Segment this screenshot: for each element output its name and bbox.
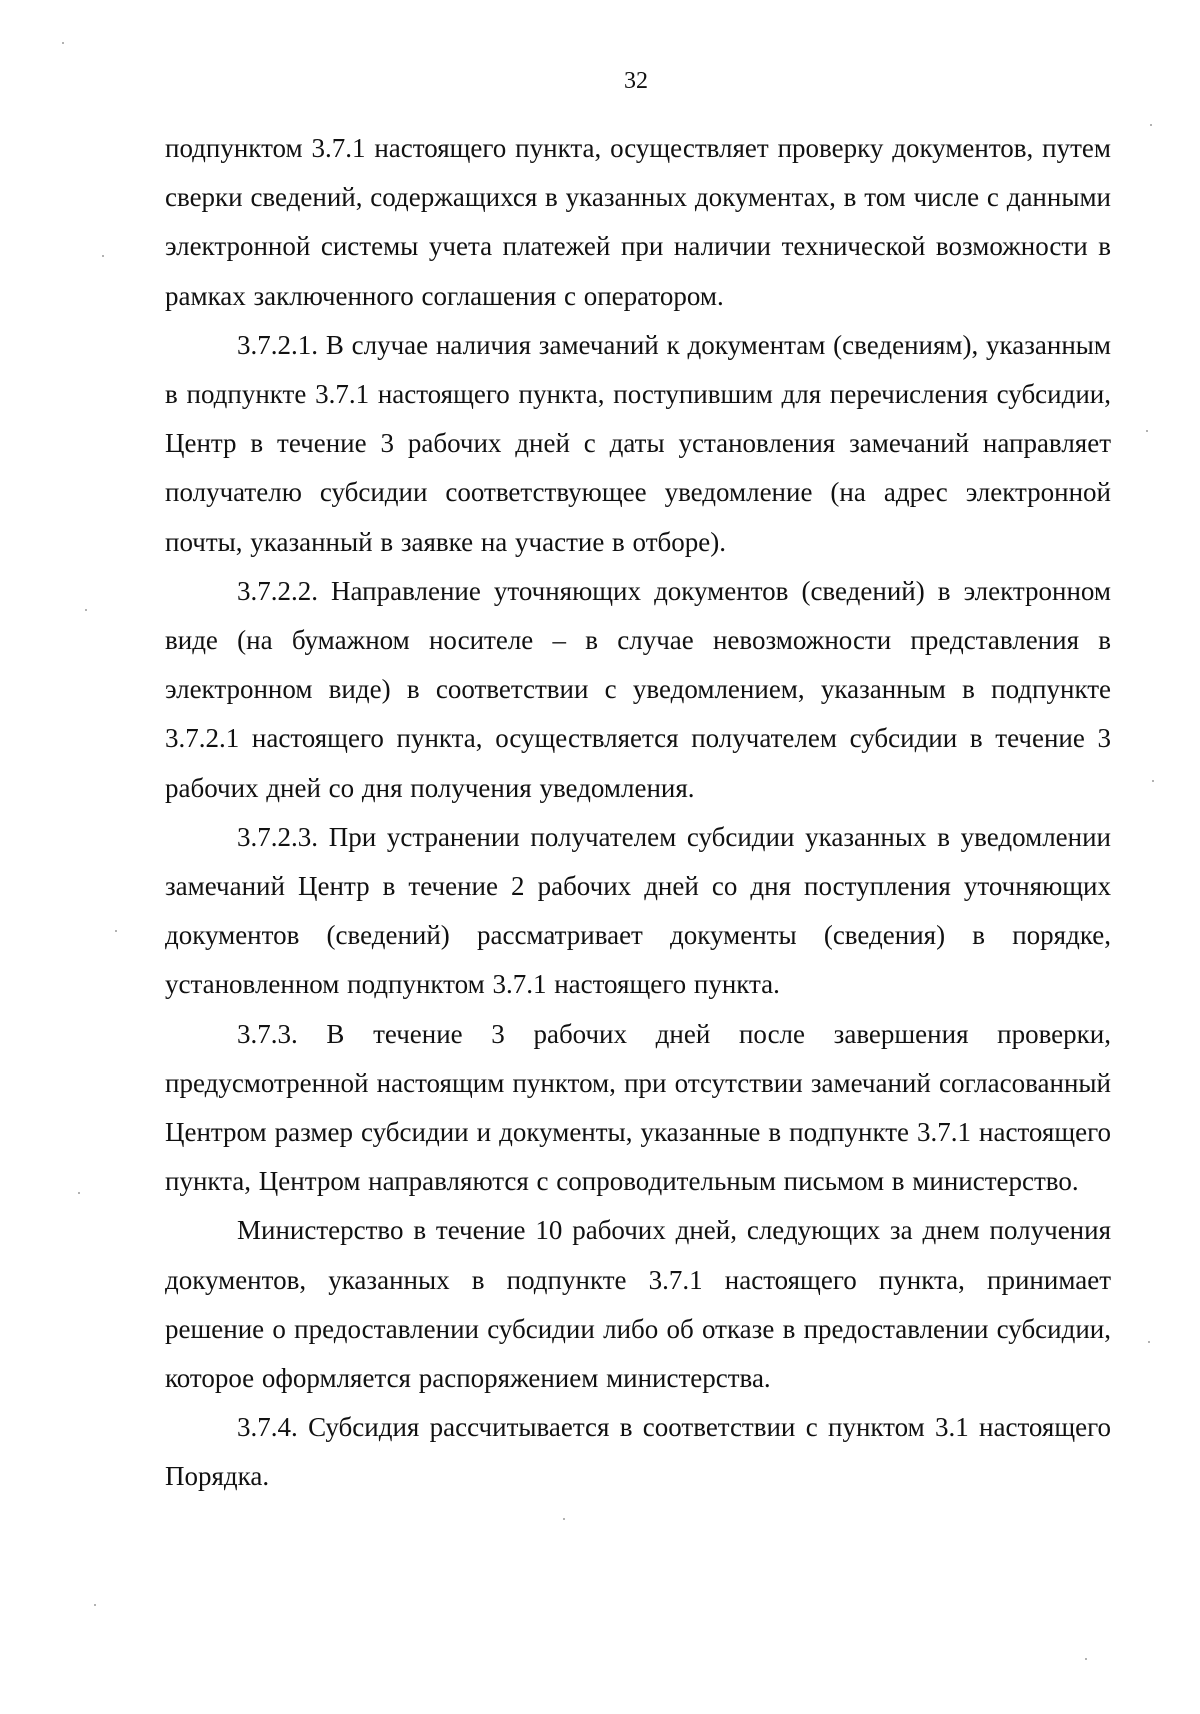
paragraph-continuation: подпунктом 3.7.1 настоящего пункта, осуществляет проверку документов, путем сверки сведений, содержащихся в указанных документах, в том числе с данными электронной системы учета платежей при наличии технической возможности в рамках заключенного соглашения с оператором. — [165, 133, 1111, 311]
document-body — [165, 124, 1111, 1502]
page-number: 32 — [624, 68, 648, 94]
scan-speck — [62, 42, 64, 44]
scan-speck — [1148, 1341, 1150, 1343]
paragraph-3-7-2-2: 3.7.2.2. Направление уточняющих документов (сведений) в электронном виде (на бумажном носителе – в случае невозможности представления в электронном виде) в соответствии с уведомлением, указанным в подпункте 3.7.2.1 настоящего пункта, осуществляется получателем субсидии в течение 3 рабочих дней со дня получения уведомления. — [165, 575, 1111, 803]
paragraph-ministry-decision: Министерство в течение 10 рабочих дней, следующих за днем получения документов, указанных в подпункте 3.7.1 настоящего пункта, принимает решение о предоставлении субсидии либо об отказе в предоставлении субсидии, которое оформляется распоряжением министерства. — [165, 1215, 1111, 1394]
scan-speck — [1146, 430, 1148, 432]
paragraph-3-7-3: 3.7.3. В течение 3 рабочих дней после завершения проверки, предусмотренной настоящим пунктом, при отсутствии замечаний согласованный Центром размер субсидии и документы, указанные в подпункте 3.7.1 настоящего пункта, Центром направляются с сопроводительным письмом в министерство. — [165, 1018, 1111, 1197]
scan-speck — [94, 1604, 96, 1606]
scan-speck — [1085, 1658, 1087, 1660]
scan-speck — [102, 255, 104, 257]
paragraph-3-7-2-3: 3.7.2.3. При устранении получателем субсидии указанных в уведомлении замечаний Центр в течение 2 рабочих дней со дня поступления уточняющих документов (сведений) рассматривает документы (сведения) в порядке, установленном подпунктом 3.7.1 настоящего пункта. — [165, 821, 1111, 1000]
scan-speck — [85, 609, 87, 611]
scan-speck — [115, 930, 117, 932]
paragraph-3-7-2-1: 3.7.2.1. В случае наличия замечаний к документам (сведениям), указанным в подпункте 3.7.1 настоящего пункта, поступившим для перечисления субсидии, Центр в течение 3 рабочих дней с даты установления замечаний направляет получателю субсидии соответствующее уведомление (на адрес электронной почты, указанный в заявке на участие в отборе). — [165, 329, 1111, 557]
scan-speck — [1152, 780, 1154, 782]
scan-speck — [78, 1192, 80, 1194]
scan-speck — [1150, 124, 1152, 126]
scan-speck — [563, 1518, 565, 1520]
paragraph-3-7-4: 3.7.4. Субсидия рассчитывается в соответствии с пунктом 3.1 настоящего Порядка. — [165, 1412, 1111, 1492]
